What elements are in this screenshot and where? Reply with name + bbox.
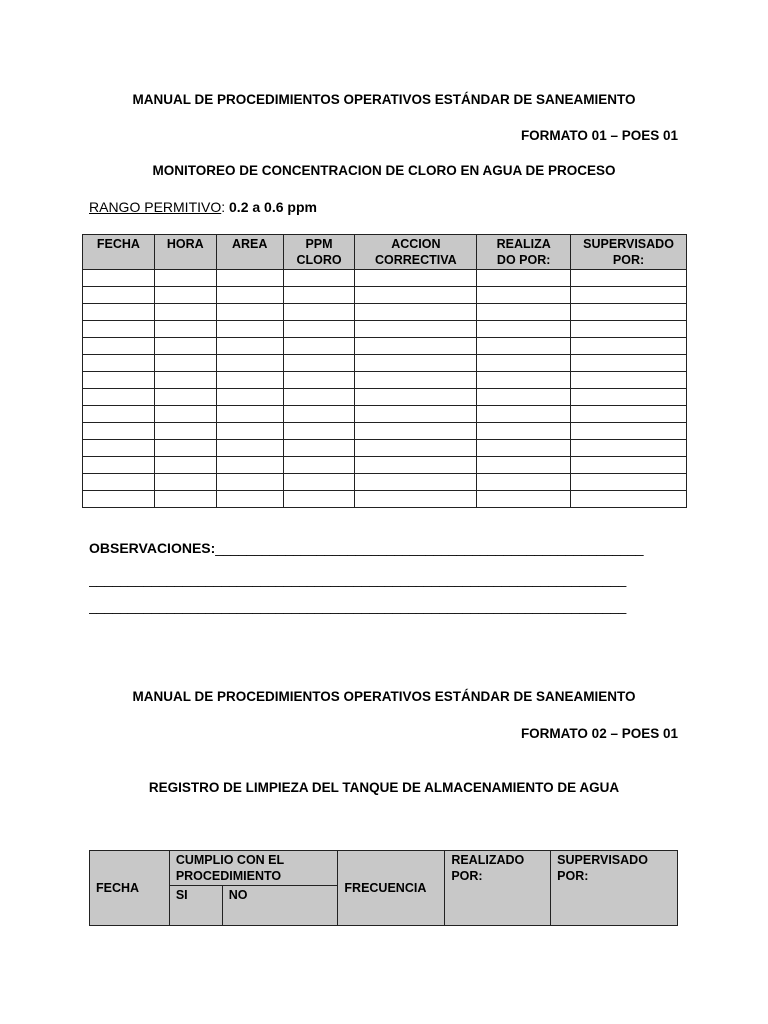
table-cell xyxy=(83,304,155,321)
col-fecha: FECHA xyxy=(90,851,170,926)
table-cell xyxy=(477,474,571,491)
table-cell xyxy=(283,491,355,508)
range-value: 0.2 a 0.6 ppm xyxy=(229,199,317,215)
format-code-2: FORMATO 02 – POES 01 xyxy=(520,726,678,741)
table-cell xyxy=(355,389,477,406)
col-hora: HORA xyxy=(154,235,216,270)
col-area: AREA xyxy=(216,235,283,270)
table-cell xyxy=(154,321,216,338)
table-cell xyxy=(571,491,687,508)
col-realizado-por: REALIZA DO POR: xyxy=(477,235,571,270)
table-cell xyxy=(477,423,571,440)
table-cell xyxy=(283,287,355,304)
table-cell xyxy=(154,389,216,406)
table-cell xyxy=(83,474,155,491)
table-cell xyxy=(571,457,687,474)
table-cell xyxy=(571,355,687,372)
table-row xyxy=(83,372,687,389)
form-subtitle-2: REGISTRO DE LIMPIEZA DEL TANQUE DE ALMACENAMIENTO DE AGUA xyxy=(148,780,620,795)
table-cell xyxy=(283,474,355,491)
range-label: RANGO PERMITIVO xyxy=(89,199,222,215)
table-cell xyxy=(477,406,571,423)
table-row xyxy=(83,270,687,287)
manual-title-2: MANUAL DE PROCEDIMIENTOS OPERATIVOS ESTÁNDAR DE SANEAMIENTO xyxy=(132,689,636,704)
table-cell xyxy=(571,423,687,440)
table-cell xyxy=(83,423,155,440)
table-cell xyxy=(283,372,355,389)
table-cell xyxy=(571,406,687,423)
table-cell xyxy=(477,491,571,508)
table-cell xyxy=(83,355,155,372)
table-cell xyxy=(154,287,216,304)
table-row xyxy=(83,304,687,321)
table-cell xyxy=(154,372,216,389)
col-frecuencia: FRECUENCIA xyxy=(338,851,445,926)
chlorine-monitoring-table xyxy=(82,234,687,508)
table-cell xyxy=(355,491,477,508)
table-cell xyxy=(154,338,216,355)
table-cell xyxy=(216,423,283,440)
table-cell xyxy=(83,338,155,355)
observaciones-label: OBSERVACIONES:_______________________________________________________ xyxy=(89,540,644,556)
table-cell xyxy=(83,389,155,406)
table-cell xyxy=(216,457,283,474)
table-cell xyxy=(571,270,687,287)
table-cell xyxy=(83,287,155,304)
table-header-row xyxy=(90,851,678,886)
table-cell xyxy=(83,270,155,287)
table-cell xyxy=(283,338,355,355)
table-cell xyxy=(216,406,283,423)
table-cell xyxy=(355,423,477,440)
table-cell xyxy=(355,338,477,355)
col-supervisado-por: SUPERVISADO POR: xyxy=(551,851,678,926)
table-row xyxy=(83,457,687,474)
format-code: FORMATO 01 – POES 01 xyxy=(520,128,678,143)
col-si: SI xyxy=(169,886,222,926)
observaciones-line: _____________________________________________________________________ xyxy=(89,571,627,587)
col-ppm-cloro: PPM CLORO xyxy=(283,235,355,270)
table-cell xyxy=(283,423,355,440)
table-cell xyxy=(477,440,571,457)
table-cell xyxy=(355,406,477,423)
col-accion-correctiva: ACCION CORRECTIVA xyxy=(355,235,477,270)
table-row xyxy=(83,406,687,423)
table-cell xyxy=(571,474,687,491)
table-cell xyxy=(477,270,571,287)
table-cell xyxy=(216,355,283,372)
table-cell xyxy=(154,457,216,474)
table-row xyxy=(83,338,687,355)
table-cell xyxy=(355,355,477,372)
manual-title: MANUAL DE PROCEDIMIENTOS OPERATIVOS ESTÁNDAR DE SANEAMIENTO xyxy=(132,92,636,107)
table-cell xyxy=(83,321,155,338)
col-supervisado-por: SUPERVISADO POR: xyxy=(571,235,687,270)
table-cell xyxy=(216,474,283,491)
table-cell xyxy=(283,270,355,287)
table-cell xyxy=(83,440,155,457)
table-cell xyxy=(83,457,155,474)
tank-cleaning-table xyxy=(89,850,678,926)
table-cell xyxy=(571,440,687,457)
table-cell xyxy=(154,491,216,508)
col-no: NO xyxy=(222,886,338,926)
table-row xyxy=(83,440,687,457)
table-cell xyxy=(154,474,216,491)
observaciones-line: _____________________________________________________________________ xyxy=(89,598,627,614)
table-cell xyxy=(283,355,355,372)
table-cell xyxy=(355,457,477,474)
table-row xyxy=(83,321,687,338)
table-cell xyxy=(477,372,571,389)
table-row xyxy=(83,423,687,440)
col-fecha: FECHA xyxy=(83,235,155,270)
range-colon: : xyxy=(221,199,226,215)
table-cell xyxy=(216,389,283,406)
table-cell xyxy=(216,338,283,355)
table-cell xyxy=(477,338,571,355)
table-cell xyxy=(571,321,687,338)
table-cell xyxy=(216,321,283,338)
table-cell xyxy=(283,321,355,338)
table-cell xyxy=(355,372,477,389)
table-row xyxy=(83,287,687,304)
table-cell xyxy=(83,491,155,508)
table-cell xyxy=(571,287,687,304)
table-cell xyxy=(571,389,687,406)
table-cell xyxy=(355,287,477,304)
table-cell xyxy=(477,355,571,372)
table-cell xyxy=(477,287,571,304)
table-cell xyxy=(216,440,283,457)
table-cell xyxy=(154,440,216,457)
table-cell xyxy=(283,389,355,406)
col-cumplio-procedimiento: CUMPLIO CON EL PROCEDIMIENTO xyxy=(169,851,338,886)
table-cell xyxy=(154,304,216,321)
table-cell xyxy=(154,423,216,440)
table-cell xyxy=(477,389,571,406)
table-row xyxy=(83,491,687,508)
table-cell xyxy=(154,406,216,423)
table-cell xyxy=(355,270,477,287)
table-header-row xyxy=(83,235,687,270)
range-row xyxy=(89,199,317,215)
table-cell xyxy=(355,321,477,338)
table-cell xyxy=(355,304,477,321)
table-cell xyxy=(154,270,216,287)
table-cell xyxy=(216,372,283,389)
table-cell xyxy=(83,372,155,389)
col-realizado-por: REALIZADO POR: xyxy=(445,851,551,926)
table-cell xyxy=(216,287,283,304)
table-cell xyxy=(283,440,355,457)
table-cell xyxy=(283,304,355,321)
table-cell xyxy=(283,406,355,423)
form-subtitle: MONITOREO DE CONCENTRACION DE CLORO EN AGUA DE PROCESO xyxy=(152,163,616,178)
table-cell xyxy=(477,304,571,321)
table-cell xyxy=(571,304,687,321)
table-cell xyxy=(571,372,687,389)
table-cell xyxy=(477,457,571,474)
table-cell xyxy=(154,355,216,372)
table-cell xyxy=(216,491,283,508)
table-row xyxy=(83,355,687,372)
table-cell xyxy=(216,304,283,321)
table-cell xyxy=(283,457,355,474)
table-cell xyxy=(571,338,687,355)
table-row xyxy=(83,474,687,491)
table-cell xyxy=(83,406,155,423)
table-row xyxy=(83,389,687,406)
table-cell xyxy=(355,474,477,491)
table-cell xyxy=(355,440,477,457)
table-cell xyxy=(477,321,571,338)
table-cell xyxy=(216,270,283,287)
